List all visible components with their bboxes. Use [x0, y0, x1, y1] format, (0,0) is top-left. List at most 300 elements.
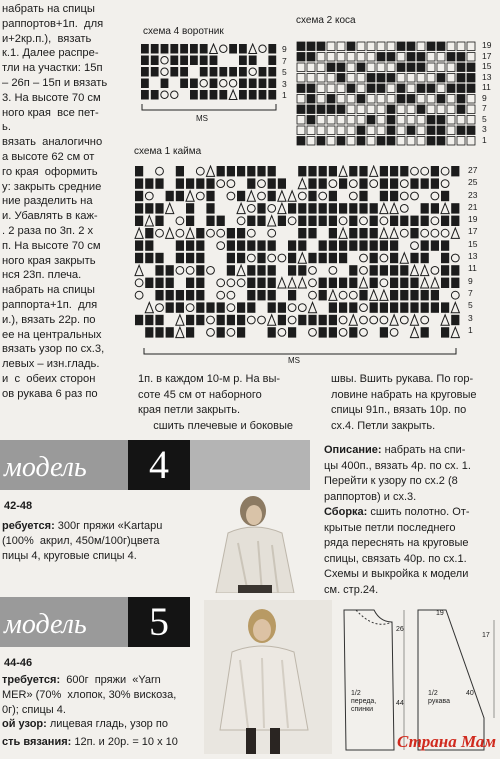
chart-cell [337, 53, 345, 62]
chart-cell [217, 229, 225, 237]
chart-cell [380, 316, 388, 324]
chart-cell [268, 178, 276, 188]
chart-cell [237, 191, 245, 201]
chart-cell [207, 316, 215, 324]
chart-cell [427, 105, 435, 114]
chart-cell [441, 167, 449, 175]
chart-cell [451, 302, 459, 312]
chart-cell [170, 44, 178, 54]
chart-cell [347, 84, 355, 93]
chart-cell [186, 240, 194, 250]
chart-cell [268, 265, 276, 275]
chart-cell [390, 302, 398, 312]
chart-cell [229, 56, 237, 66]
scheme-1-label: схема 1 кайма [134, 146, 202, 157]
chart-cell [298, 265, 306, 275]
chart-cell [451, 240, 459, 250]
chart-cell [207, 229, 215, 237]
chart-cell [417, 42, 425, 51]
chart-cell [457, 42, 465, 51]
chart-cell [227, 240, 235, 250]
chart-cell [196, 228, 204, 238]
watermark: Страна Мам [396, 732, 496, 751]
chart-cell [237, 228, 245, 238]
chart-cell [186, 166, 194, 176]
chart-cell [347, 137, 355, 146]
chart-cell [166, 240, 174, 250]
chart-cell [206, 178, 214, 188]
pattern-piece-drawing [334, 600, 500, 754]
chart-cell [308, 315, 316, 325]
chart-cell [268, 90, 276, 100]
chart-cell [457, 74, 465, 83]
measure-17: 17 [482, 632, 490, 639]
chart-cell [186, 290, 194, 300]
chart-cell [357, 105, 365, 114]
chart-cell [421, 327, 429, 337]
chart-cell [156, 167, 164, 175]
chart-cell [347, 95, 355, 104]
chart-cell [390, 240, 398, 250]
chart-cell [176, 278, 184, 288]
chart-cell [390, 191, 398, 201]
chart-cell [339, 302, 347, 312]
chart-cell [298, 253, 306, 263]
chart-cell [135, 291, 143, 299]
chart-cell [200, 56, 208, 66]
chart-cell [297, 84, 305, 93]
chart-cell [227, 291, 235, 299]
chart-cell [359, 203, 367, 213]
chart-cell [380, 240, 388, 250]
chart-cell [390, 253, 398, 263]
chart-cell [278, 216, 286, 226]
chart-cell [141, 79, 149, 89]
chart-cell [227, 253, 235, 263]
chart-cell [166, 315, 174, 325]
chart-cell [227, 166, 235, 176]
chart-cell [397, 84, 405, 93]
chart-cell [327, 42, 335, 51]
chart-cell [180, 79, 188, 89]
chart-cell [161, 91, 168, 98]
model-5-number: 5 [128, 597, 190, 647]
chart-cell [297, 137, 305, 146]
chart-cell [447, 126, 455, 135]
chart-cell [298, 327, 306, 337]
chart-cell [268, 44, 276, 54]
chart-cell [166, 228, 174, 238]
scheme-4-label: схема 4 воротник [143, 26, 224, 37]
chart-cell [377, 137, 385, 146]
chart-cell [387, 53, 395, 62]
chart-cell [297, 105, 305, 114]
chart-cell [268, 229, 276, 237]
chart-cell [206, 290, 214, 300]
scheme-4-ms-label: MS [196, 114, 208, 123]
chart-cell [237, 327, 245, 337]
chart-cell [387, 95, 395, 104]
chart-cell [227, 279, 235, 287]
chart-cell [190, 56, 198, 66]
chart-cell [349, 315, 357, 325]
chart-cell [441, 253, 449, 263]
chart-cell [427, 53, 435, 62]
chart-cell [298, 290, 306, 300]
chart-cell [410, 290, 418, 300]
model-5-req-head: требуется: [2, 674, 61, 686]
chart-cell [308, 253, 316, 263]
chart-cell [145, 265, 153, 275]
chart-cell [329, 166, 337, 176]
chart-cell [377, 126, 385, 135]
chart-cell [349, 166, 357, 176]
chart-cell [268, 278, 276, 288]
chart-cell [247, 216, 255, 226]
chart-cell [347, 105, 355, 114]
chart-cell [431, 267, 439, 275]
chart-cell [135, 240, 143, 250]
chart-cell [380, 327, 388, 337]
chart-cell [206, 191, 214, 201]
chart-cell [349, 203, 357, 213]
chart-cell [135, 228, 143, 238]
chart-cell [239, 44, 247, 54]
chart-cell [186, 228, 194, 238]
chart-cell [190, 67, 198, 77]
chart-cell [308, 216, 316, 226]
chart-cell [298, 240, 306, 250]
chart-cell [359, 278, 367, 288]
chart-cell [467, 74, 475, 83]
chart-cell [380, 265, 388, 275]
front-piece-label: 1/2 переда, спинки [351, 690, 377, 713]
chart-cell [377, 53, 385, 62]
chart-cell [268, 56, 276, 66]
chart-cell [239, 79, 247, 89]
chart-cell [237, 253, 245, 263]
chart-cell [145, 327, 153, 337]
chart-cell [135, 315, 143, 325]
chart-cell [206, 240, 214, 250]
chart-cell [308, 166, 316, 176]
chart-cell [135, 191, 143, 201]
chart-cell [298, 304, 306, 312]
scheme-4-row-numbers: 9 7 5 3 1 [282, 44, 287, 100]
chart-cell [337, 63, 345, 72]
chart-cell [196, 290, 204, 300]
model-4-desc-text: набрать на спи- цы 400п., вязать 4р. по сх. 1. Перейти к узору по сх.2 (8 раппортов) и сх.3. [324, 444, 471, 503]
chart-cell [407, 74, 415, 83]
chart-cell [237, 265, 245, 275]
chart-cell [421, 203, 429, 213]
chart-cell [410, 302, 418, 312]
chart-cell [447, 95, 455, 104]
chart-cell [357, 53, 365, 62]
chart-cell [135, 178, 143, 188]
chart-cell [186, 278, 194, 288]
chart-cell [319, 278, 327, 288]
chart-cell [176, 217, 184, 225]
chart-cell [339, 316, 347, 324]
chart-cell [339, 291, 347, 299]
model-5-title: модель [4, 609, 87, 640]
measure-44: 44 [396, 700, 404, 707]
chart-cell [210, 56, 218, 66]
chart-cell [431, 217, 439, 225]
chart-cell [451, 203, 459, 213]
chart-cell [278, 329, 286, 337]
chart-cell [247, 191, 255, 201]
chart-cell [400, 240, 408, 250]
chart-cell [451, 216, 459, 226]
chart-cell [370, 166, 378, 176]
left-column-text: набрать на спицы раппортов+1п. для и+2кр.п.), вязать к.1. Далее распре- тли на участки: 15п – 26п – 15п и вязать 3. На высоте 70 см ного края все пет- ь. вязать аналогично а высоте 62 см от го края оформить у: закрыть средние ние разделить на и. Убавлять в каж- . 2 раза по 3п. 2 х п. На высоте 70 см ного края закрыть нся 23п. плеча. набрать на спицы раппорта+1п. для и.), вязать 22р. по ее на центральных вязать узор по сх.3, левых – изн.гладь. и с обеих сторон ов рукава 6 раз по [2, 3, 108, 400]
chart-cell [278, 228, 286, 238]
measure-19: 19 [436, 610, 444, 617]
chart-cell [237, 166, 245, 176]
chart-cell [437, 116, 445, 125]
chart-cell [359, 166, 367, 176]
chart-cell [288, 178, 296, 188]
chart-cell [377, 74, 385, 83]
chart-cell [210, 90, 218, 100]
chart-cell [421, 240, 429, 250]
chart-cell [377, 95, 385, 104]
chart-cell [206, 166, 214, 176]
chart-cell [268, 302, 276, 312]
chart-cell [367, 63, 375, 72]
chart-cell [239, 67, 247, 77]
chart-cell [247, 327, 255, 337]
chart-cell [317, 116, 325, 125]
chart-cell [349, 291, 357, 299]
chart-cell [166, 166, 174, 176]
chart-cell [377, 42, 385, 51]
model-5-density [2, 736, 178, 749]
model-4-sizes: 42-48 [4, 500, 33, 512]
chart-cell [278, 166, 286, 176]
chart-cell [421, 216, 429, 226]
chart-cell [210, 67, 218, 77]
chart-cell [297, 116, 305, 125]
chart-cell [307, 116, 315, 125]
chart-cell [278, 265, 286, 275]
chart-cell [390, 228, 398, 238]
chart-cell [451, 228, 459, 238]
chart-cell [259, 45, 266, 52]
chart-cell [298, 216, 306, 226]
chart-cell [268, 191, 276, 201]
chart-cell [467, 105, 475, 114]
chart-cell [196, 278, 204, 288]
chart-cell [227, 228, 235, 238]
chart-cell [145, 203, 153, 213]
chart-cell [288, 166, 296, 176]
chart-cell [390, 178, 398, 188]
chart-cell [359, 178, 367, 188]
model-4-assy-head: Сборка: [324, 506, 368, 518]
chart-cell [417, 105, 425, 114]
chart-cell [135, 279, 143, 287]
chart-cell [467, 63, 475, 72]
model-4-req-text: 300г пряжи «Kartapu (100% акрил, 450м/100г)цвета пицы 4, круговые спицы 4. [2, 520, 163, 562]
model-4-assy-text: сшить полотно. От- крытые петли последнего ряда переснять на круговые спицы, связать 40р. по сх.1. Схемы и выкройка к модели см. стр.24. [324, 506, 470, 596]
chart-cell [329, 216, 337, 226]
chart-cell [357, 116, 365, 125]
chart-cell [319, 315, 327, 325]
chart-cell [339, 329, 347, 337]
chart-cell [387, 84, 395, 93]
chart-cell [166, 278, 174, 288]
chart-cell [257, 228, 265, 238]
chart-cell [257, 265, 265, 275]
chart-cell [447, 116, 455, 125]
chart-cell [451, 191, 459, 201]
chart-cell [467, 116, 475, 125]
chart-cell [308, 228, 316, 238]
chart-cell [166, 253, 174, 263]
chart-cell [196, 178, 204, 188]
model-5-figure [204, 600, 332, 754]
chart-cell [329, 180, 337, 188]
chart-cell [247, 254, 255, 262]
chart-cell [186, 304, 194, 312]
chart-cell [441, 216, 449, 226]
chart-cell [327, 126, 335, 135]
chart-cell [156, 229, 164, 237]
chart-cell [217, 265, 225, 275]
chart-cell [421, 191, 429, 201]
chart-cell [337, 126, 345, 135]
chart-cell [237, 279, 245, 287]
chart-cell [447, 42, 455, 51]
chart-cell [145, 228, 153, 238]
chart-cell [227, 180, 235, 188]
chart-cell [400, 327, 408, 337]
chart-cell [347, 116, 355, 125]
chart-cell [297, 63, 305, 72]
model-4-banner [0, 440, 128, 490]
chart-cell [339, 228, 347, 238]
chart-cell [357, 84, 365, 93]
scheme-2-row-numbers: 19 17 15 13 11 9 7 5 3 1 [482, 40, 492, 145]
chart-cell [268, 254, 276, 262]
model-5-sizes: 44-46 [4, 657, 33, 669]
chart-cell [309, 267, 317, 275]
chart-cell [410, 278, 418, 288]
model-5-requirements [2, 673, 176, 718]
chart-cell [441, 229, 449, 237]
chart-cell [249, 68, 256, 75]
chart-cell [257, 240, 265, 250]
chart-cell [206, 278, 214, 288]
chart-cell [437, 84, 445, 93]
chart-cell [166, 290, 174, 300]
scheme-2-grid [296, 41, 478, 149]
chart-cell [380, 228, 388, 238]
chart-cell [357, 74, 365, 83]
chart-cell [441, 278, 449, 288]
chart-cell [229, 90, 237, 100]
chart-cell [421, 316, 429, 324]
chart-cell [229, 67, 237, 77]
chart-cell [339, 278, 347, 288]
chart-cell [196, 167, 204, 175]
chart-cell [196, 253, 204, 263]
chart-cell [268, 216, 276, 226]
chart-cell [380, 217, 388, 225]
chart-cell [451, 166, 459, 176]
chart-cell [437, 42, 445, 51]
chart-cell [441, 302, 449, 312]
scheme-4-ms-bracket [140, 104, 280, 120]
chart-cell [217, 302, 225, 312]
chart-cell [410, 203, 418, 213]
chart-cell [166, 327, 174, 337]
chart-cell [268, 67, 276, 77]
chart-cell [186, 178, 194, 188]
chart-cell [309, 279, 317, 287]
chart-cell [155, 278, 163, 288]
chart-cell [217, 216, 225, 226]
chart-cell [360, 217, 368, 225]
chart-cell [360, 267, 368, 275]
chart-cell [298, 278, 306, 288]
chart-cell [268, 205, 276, 213]
chart-cell [431, 315, 439, 325]
chart-cell [421, 229, 429, 237]
chart-cell [367, 116, 375, 125]
chart-cell [176, 302, 184, 312]
chart-cell [417, 53, 425, 62]
scheme-2-label: схема 2 коса [296, 15, 356, 26]
chart-cell [145, 302, 153, 312]
chart-cell [437, 63, 445, 72]
chart-cell [308, 203, 316, 213]
chart-cell [427, 137, 435, 146]
chart-cell [387, 105, 395, 114]
model-5-banner [0, 597, 128, 647]
chart-cell [196, 327, 204, 337]
chart-cell [200, 80, 207, 87]
chart-cell [206, 216, 214, 226]
chart-cell [370, 290, 378, 300]
chart-cell [288, 290, 296, 300]
chart-cell [297, 74, 305, 83]
chart-cell [319, 228, 327, 238]
chart-cell [357, 137, 365, 146]
chart-cell [196, 216, 204, 226]
chart-cell [451, 278, 459, 288]
chart-cell [327, 95, 335, 104]
chart-cell [407, 95, 415, 104]
chart-cell [400, 180, 408, 188]
chart-cell [377, 105, 385, 114]
chart-cell [370, 253, 378, 263]
model-4-photo [198, 493, 316, 593]
chart-cell [390, 203, 398, 213]
chart-cell [447, 53, 455, 62]
chart-cell [410, 315, 418, 325]
chart-cell [156, 304, 164, 312]
chart-cell [170, 56, 178, 66]
chart-cell [339, 217, 347, 225]
chart-cell [410, 327, 418, 337]
chart-cell [206, 203, 214, 213]
chart-cell [319, 178, 327, 188]
chart-cell [278, 178, 286, 188]
